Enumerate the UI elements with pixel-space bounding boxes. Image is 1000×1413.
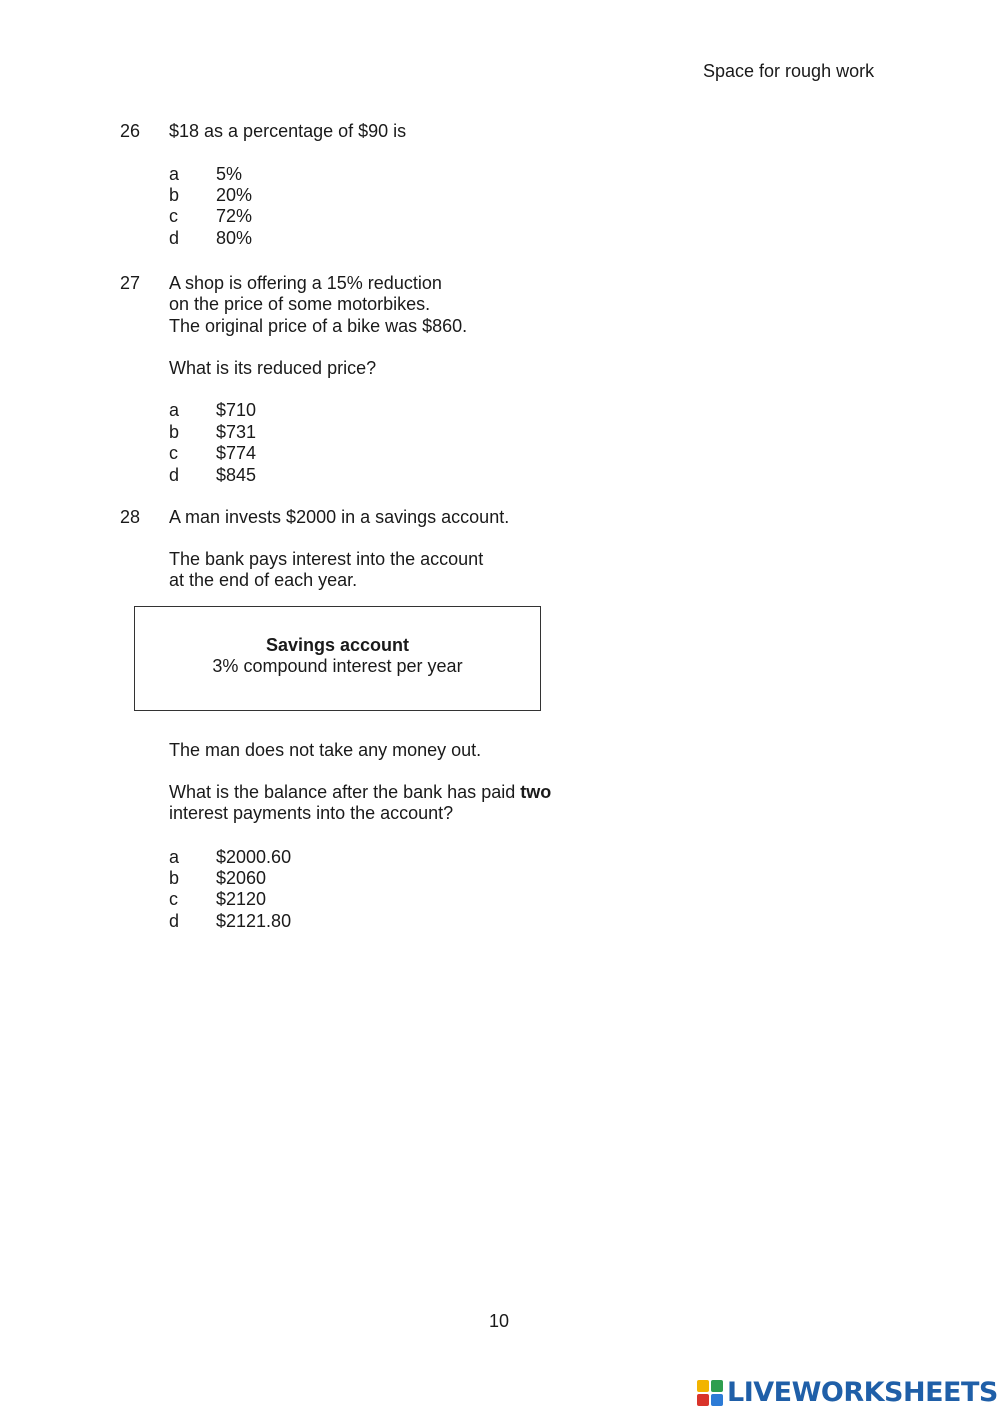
- q26-option-c-value[interactable]: 72%: [216, 206, 253, 226]
- question-text-28-line-2: at the end of each year.: [169, 570, 358, 590]
- question-note-28: The man does not take any money out.: [169, 740, 482, 760]
- logo-square-red: [697, 1394, 709, 1406]
- logo-square-green: [711, 1380, 723, 1392]
- question-text-27-line-3: The original price of a bike was $860.: [169, 316, 468, 336]
- question-text-28-line-1: The bank pays interest into the account: [169, 549, 484, 569]
- liveworksheets-logo[interactable]: [697, 1376, 998, 1410]
- q27-option-a-value[interactable]: $710: [216, 400, 257, 420]
- question-number-27: 27: [120, 273, 141, 293]
- question-prompt-28-line-2: interest payments into the account?: [169, 803, 454, 823]
- liveworksheets-brand-text: LIVEWORKSHEETS: [727, 1377, 998, 1408]
- q28-option-d-label: d: [169, 911, 180, 931]
- question-prompt-28-emphasis: two: [520, 782, 552, 802]
- question-prompt-28-line-1: [169, 781, 551, 803]
- page-number: 10: [489, 1311, 510, 1331]
- savings-account-rate: 3% compound interest per year: [212, 656, 463, 676]
- question-text-27-line-1: A shop is offering a 15% reduction: [169, 273, 442, 293]
- q26-option-b-value[interactable]: 20%: [216, 185, 253, 205]
- question-text-26: $18 as a percentage of $90 is: [169, 121, 407, 141]
- logo-square-yellow: [697, 1380, 709, 1392]
- q26-option-b-label: b: [169, 185, 180, 205]
- question-text-28: A man invests $2000 in a savings account.: [169, 507, 510, 527]
- question-prompt-27: What is its reduced price?: [169, 358, 377, 378]
- savings-account-box: [134, 606, 541, 711]
- q27-option-b-label: b: [169, 422, 180, 442]
- q28-option-c-label: c: [169, 889, 178, 909]
- q26-option-d-value[interactable]: 80%: [216, 228, 253, 248]
- logo-square-blue: [711, 1394, 723, 1406]
- q28-option-b-label: b: [169, 868, 180, 888]
- question-text-27-line-2: on the price of some motorbikes.: [169, 294, 431, 314]
- q27-option-a-label: a: [169, 400, 180, 420]
- q27-option-c-label: c: [169, 443, 178, 463]
- rough-work-label: Space for rough work: [703, 61, 875, 81]
- liveworksheets-logo-icon: [697, 1380, 723, 1406]
- q26-option-d-label: d: [169, 228, 180, 248]
- q27-option-b-value[interactable]: $731: [216, 422, 257, 442]
- question-number-28: 28: [120, 507, 141, 527]
- savings-account-title: Savings account: [265, 635, 410, 655]
- q26-option-a-label: a: [169, 164, 180, 184]
- q26-option-a-value[interactable]: 5%: [216, 164, 243, 184]
- q28-option-a-value[interactable]: $2000.60: [216, 847, 292, 867]
- q28-option-b-value[interactable]: $2060: [216, 868, 267, 888]
- q28-option-c-value[interactable]: $2120: [216, 889, 267, 909]
- question-prompt-28-part-1: What is the balance after the bank has paid: [169, 782, 521, 802]
- question-number-26: 26: [120, 121, 141, 141]
- q27-option-d-value[interactable]: $845: [216, 465, 257, 485]
- q27-option-d-label: d: [169, 465, 180, 485]
- q28-option-d-value[interactable]: $2121.80: [216, 911, 292, 931]
- q28-option-a-label: a: [169, 847, 180, 867]
- q27-option-c-value[interactable]: $774: [216, 443, 257, 463]
- q26-option-c-label: c: [169, 206, 178, 226]
